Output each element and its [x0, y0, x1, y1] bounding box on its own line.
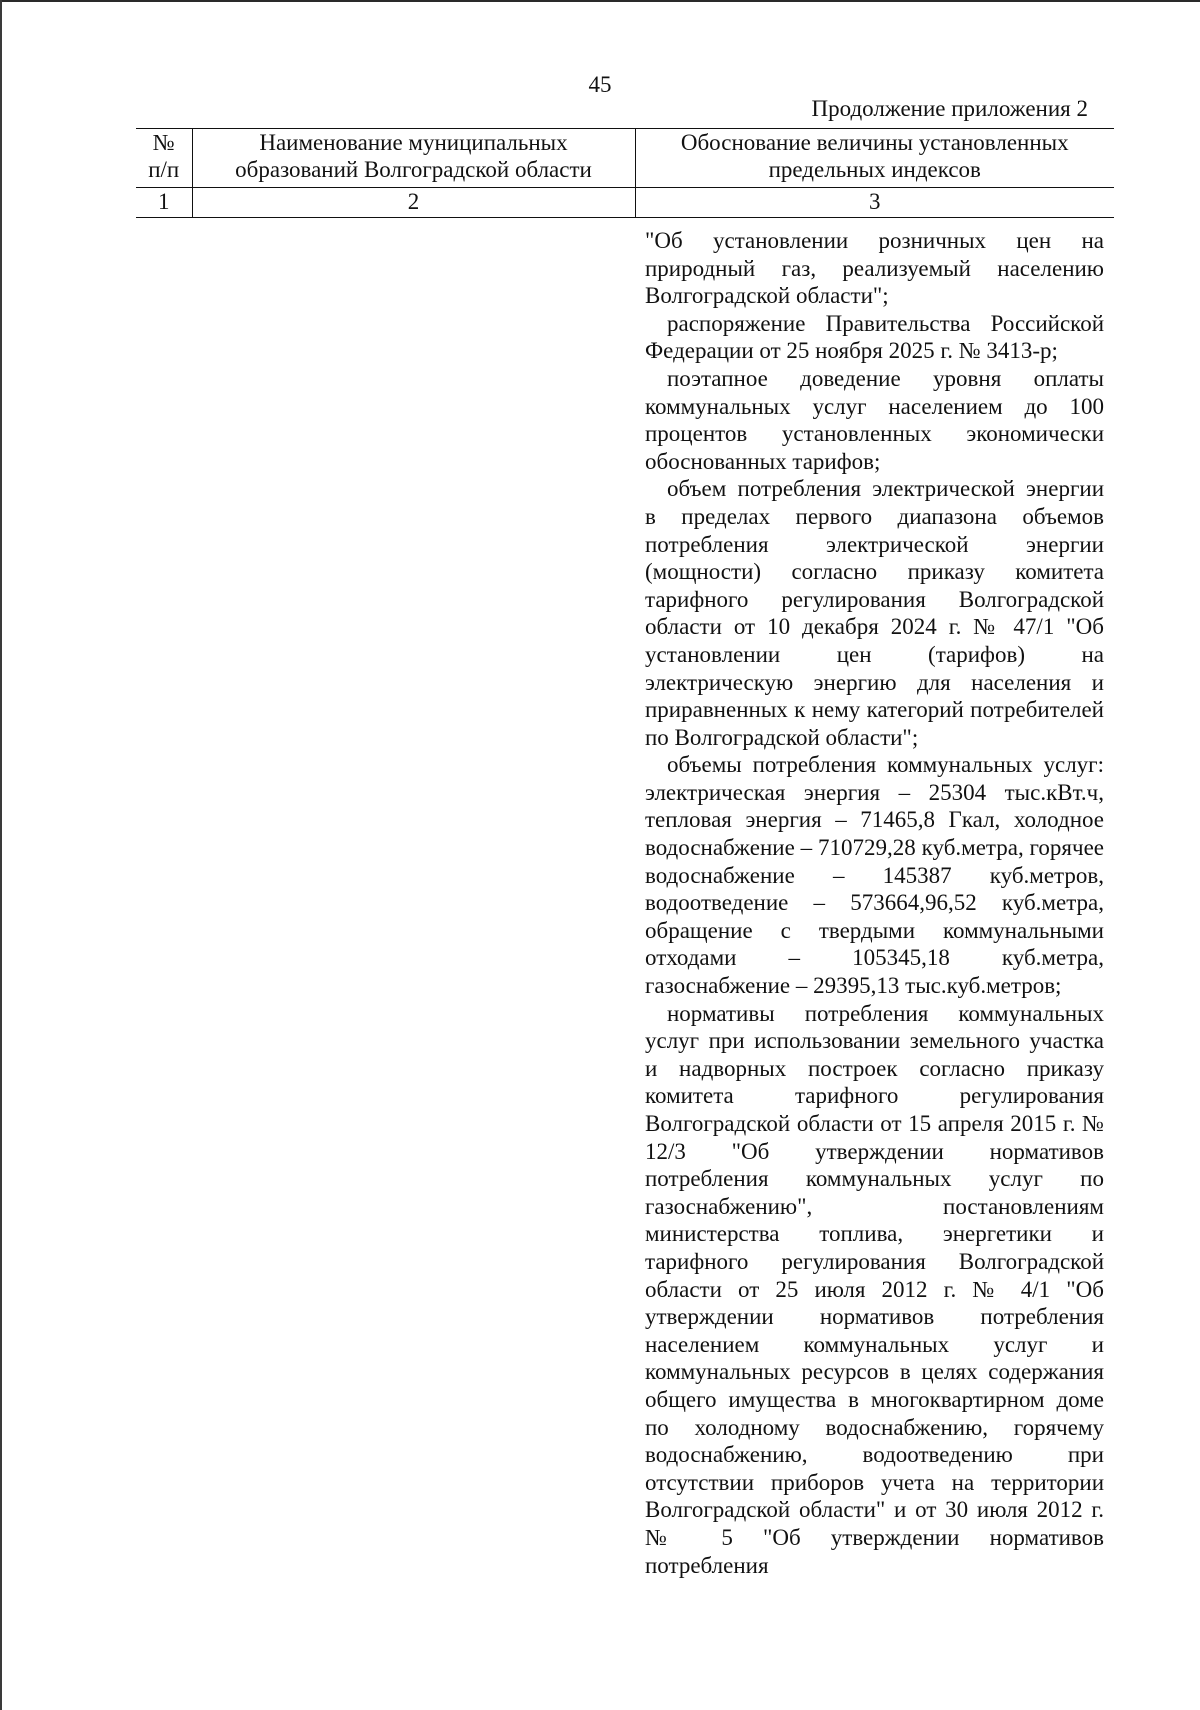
continuation-label: Продолжение приложения 2: [811, 96, 1088, 121]
header-cell-municipality: Наименование муниципальных образований Волгоградской области: [192, 129, 635, 188]
justification-text: [645, 227, 1104, 1579]
column-number-3: 3: [635, 188, 1114, 218]
paragraph: "Об установлении розничных цен на природный газ, реализуемый населению Волгоградской области";: [645, 228, 1104, 309]
column-number-1: 1: [136, 188, 192, 218]
paragraph: распоряжение Правительства Российской Федерации от 25 ноября 2025 г. № 3413-р;: [645, 310, 1104, 364]
header-row: [136, 129, 1114, 188]
paragraph: нормативы потребления коммунальных услуг при использовании земельного участка и надворных построек согласно приказу комитета тарифного регулирования Волгоградской области от 15 апреля 2015 г. № 12/3 "Об утверждении нормативов потребления коммунальных услуг по газоснабжению", постановлениям министерства топлива, энергетики и тарифного регулирования Волгоградской области от 25 июля 2012 г. № 4/1 "Об утверждении нормативов потребления населением коммунальных услуг и коммунальных ресурсов в целях содержания общего имущества в многоквартирном доме по холодному водоснабжению, горячему водоснабжению, водоотведению при отсутствии приборов учета на территории Волгоградской области" и от 30 июля 2012 г. № 5 "Об утверждении нормативов потребления: [645, 1000, 1104, 1578]
header-cell-justification: Обоснование величины установленных предельных индексов: [635, 129, 1114, 188]
header-table: [136, 128, 1114, 218]
scan-left-edge: [0, 0, 2, 1710]
header-cell-number: № п/п: [136, 129, 192, 188]
column-number-2: 2: [192, 188, 635, 218]
paragraph: поэтапное доведение уровня оплаты коммунальных услуг населением до 100 процентов установленных экономически обоснованных тарифов;: [645, 365, 1104, 474]
page-number: 45: [588, 72, 612, 97]
paragraph: объемы потребления коммунальных услуг: электрическая энергия – 25304 тыс.кВт.ч, тепловая энергия – 71465,8 Гкал, холодное водоснабжение – 710729,28 куб.метра, горячее водоснабжение – 145387 куб.метров, водоотведение – 573664,96,52 куб.метра, обращение с твердыми коммунальными отходами – 105345,18 куб.метра, газоснабжение – 29395,13 тыс.куб.метров;: [645, 752, 1104, 999]
scan-top-edge: [0, 0, 1200, 2]
paragraph: объем потребления электрической энергии в пределах первого диапазона объемов потребления электрической энергии (мощности) согласно приказу комитета тарифного регулирования Волгоградской области от 10 декабря 2024 г. № 47/1 "Об установлении цен (тарифов) на электрическую энергию для населения и приравненных к нему категорий потребителей по Волгоградской области";: [645, 476, 1104, 750]
column-number-row: [136, 188, 1114, 218]
